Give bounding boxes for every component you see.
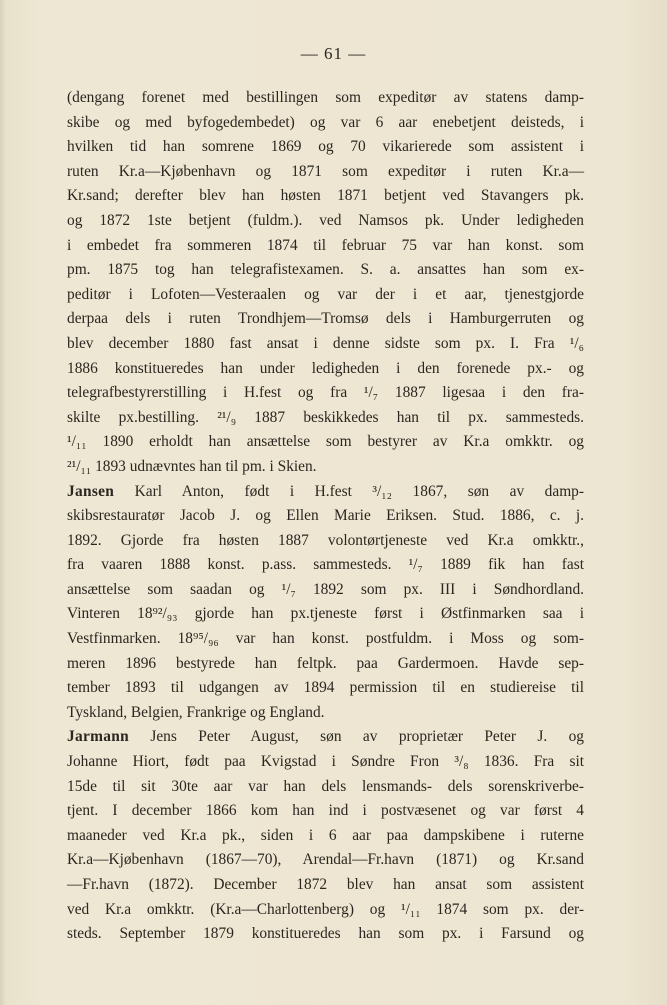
entry-name: Jarmann xyxy=(67,728,129,746)
text-line: 1886 konstitueredes han under ledigheden i den forenede px.- og xyxy=(67,359,584,377)
text-line xyxy=(67,480,584,505)
text-line: maaneder ved Kr.a pk., siden i 6 aar paa dampskibene i ruterne xyxy=(67,826,584,844)
text-line: (dengang forenet med bestillingen som expeditør av statens damp- xyxy=(67,89,584,106)
text-line: pm. 1875 tog han telegrafistexamen. S. a. ansattes han som ex- xyxy=(67,261,584,279)
text-line: tember 1893 til udgangen av 1894 permission til en studiereise til xyxy=(67,679,584,697)
text-line: ansættelse som saadan og ¹/₇ 1892 som px. III i Søndhordland. xyxy=(67,580,584,598)
text-line: og 1872 1ste betjent (fuldm.). ved Namsos pk. Under ledigheden xyxy=(67,211,584,229)
text-line: Vestfinmarken. 18⁹⁵/₉₆ var han konst. postfuldm. i Moss og som- xyxy=(67,630,584,648)
text-line: telegrafbestyrerstilling i H.fest og fra ¹/₇ 1887 ligesaa i den fra- xyxy=(67,384,584,402)
text-line: Vinteren 18⁹²/₉₃ gjorde han px.tjeneste først i Østfinmarken saa i xyxy=(67,605,584,623)
text-line: 15de til sit 30te aar var han dels lensmands- dels sorenskriverbe- xyxy=(67,777,584,795)
entry-text: Jens Peter August, søn av proprietær Peter J. og xyxy=(128,728,584,746)
entry-name: Jansen xyxy=(67,482,115,500)
entry-text: Karl Anton, født i H.fest ³/₁₂ 1867, søn av damp- xyxy=(114,482,584,500)
text-line: i embedet fra sommeren 1874 til februar 75 var han konst. som xyxy=(67,236,584,254)
text-line: Kr.sand; derefter blev han høsten 1871 betjent ved Stavangers pk. xyxy=(67,187,584,205)
body-text xyxy=(67,86,584,947)
text-line: derpaa dels i ruten Trondhjem—Tromsø dels i Hamburgerruten og xyxy=(67,310,584,328)
text-line: ¹/₁₁ 1890 erholdt han ansættelse som bestyrer av Kr.a omkktr. og xyxy=(67,433,584,451)
text-line: —Fr.havn (1872). December 1872 blev han ansat som assistent xyxy=(67,876,584,893)
text-line: steds. September 1879 konstitueredes han som px. i Farsund og xyxy=(67,925,584,943)
text-line: ved Kr.a omkktr. (Kr.a—Charlottenberg) og ¹/₁₁ 1874 som px. der- xyxy=(67,900,584,918)
text-line xyxy=(67,725,584,750)
text-line: meren 1896 bestyrede han feltpk. paa Gardermoen. Havde sep- xyxy=(67,654,584,672)
text-line: 1892. Gjorde fra høsten 1887 volontørtjeneste ved Kr.a omkktr., xyxy=(67,531,584,549)
text-line: skibsrestauratør Jacob J. og Ellen Marie Eriksen. Stud. 1886, c. j. xyxy=(67,507,584,525)
text-line: Tyskland, Belgien, Frankrige og England. xyxy=(67,703,325,721)
text-line: blev december 1880 fast ansat i denne sidste som px. I. Fra ¹/₆ xyxy=(67,334,584,352)
text-line: ruten Kr.a—Kjøbenhavn og 1871 som expeditør i ruten Kr.a— xyxy=(67,162,584,180)
text-line: peditør i Lofoten—Vesteraalen og var der i et aar, tjenestgjorde xyxy=(67,285,584,303)
text-line: tjent. I december 1866 kom han ind i postvæsenet og var først 4 xyxy=(67,802,584,820)
text-line: hvilken tid han somrene 1869 og 70 vikarierede som assistent i xyxy=(67,138,584,156)
text-line: skibe og med byfogedembedet) og var 6 aar enebetjent deisteds, i xyxy=(67,113,584,131)
text-line: skilte px.bestilling. ²¹/₉ 1887 beskikkedes han til px. sammesteds. xyxy=(67,408,584,426)
text-line: Kr.a—Kjøbenhavn (1867—70), Arendal—Fr.havn (1871) og Kr.sand xyxy=(67,851,584,869)
text-line: ²¹/₁₁ 1893 udnævntes han til pm. i Skien. xyxy=(67,457,317,475)
text-line: fra vaaren 1888 konst. p.ass. sammesteds. ¹/₇ 1889 fik han fast xyxy=(67,556,584,574)
text-line: Johanne Hiort, født paa Kvigstad i Søndre Fron ³/₈ 1836. Fra sit xyxy=(67,753,584,771)
page-number: — 61 — xyxy=(300,44,367,63)
